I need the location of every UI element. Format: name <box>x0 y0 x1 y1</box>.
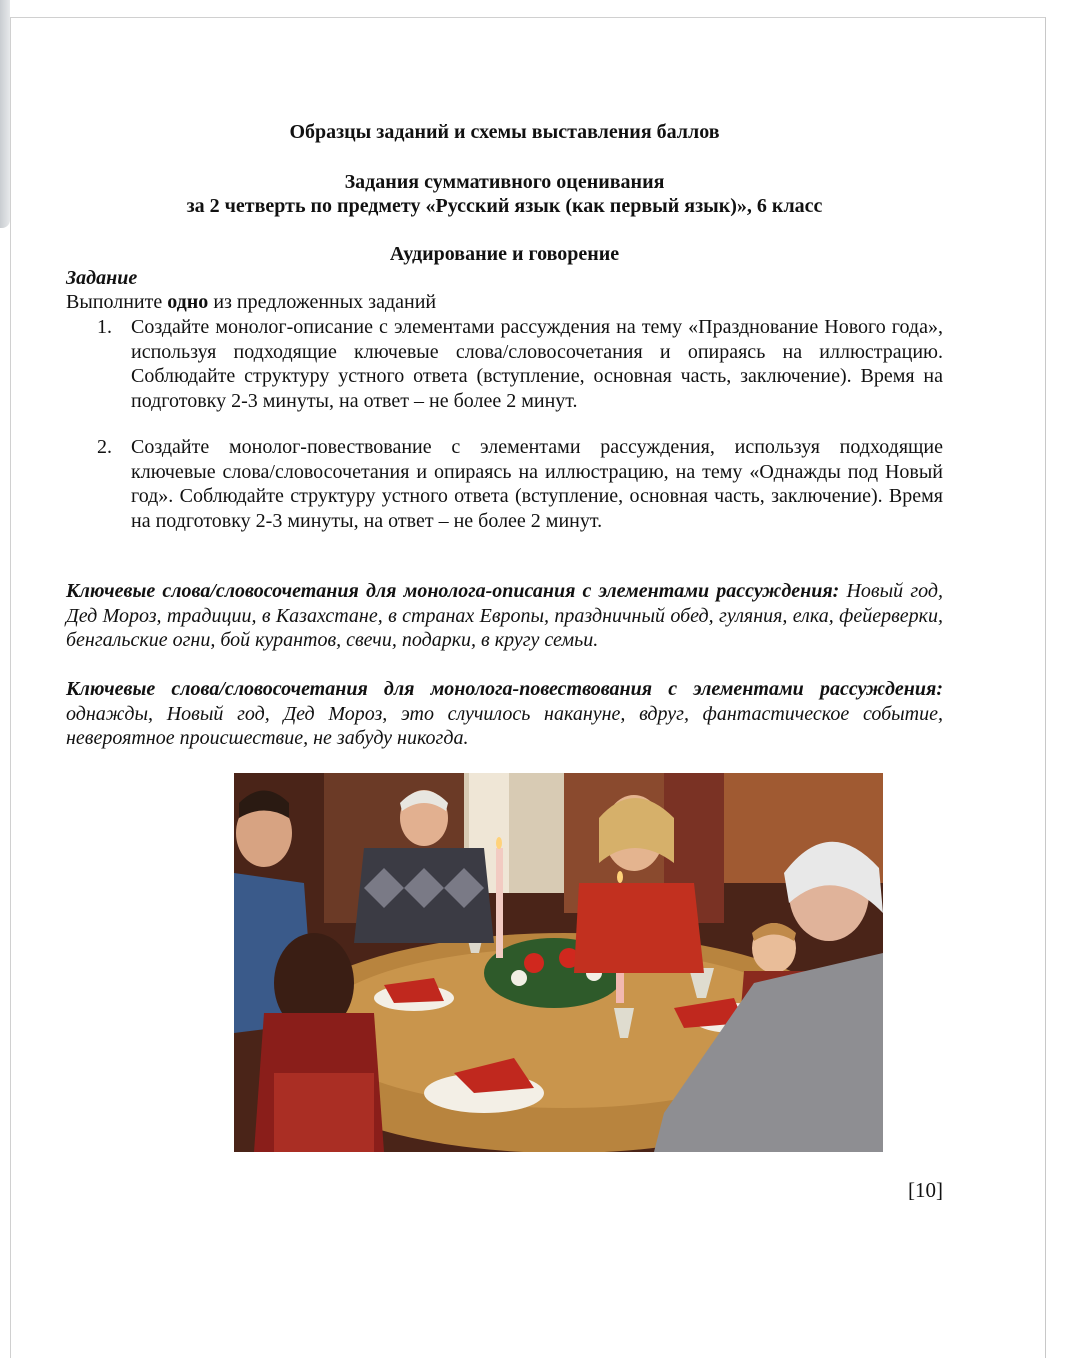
task-intro <box>66 290 436 314</box>
subtitle-line-2: за 2 четверть по предмету «Русский язык (как первый язык)», 6 класс <box>186 195 823 217</box>
task-item-2 <box>97 435 943 533</box>
task-number: 2. <box>97 436 112 458</box>
section-title: Аудирование и говорение <box>389 243 620 265</box>
subtitle-line-1: Задания суммативного оценивания <box>344 171 665 193</box>
intro-bold: одно <box>167 291 209 313</box>
intro-before: Выполните <box>66 291 168 313</box>
score-label: [10] <box>908 1178 943 1202</box>
illustration-photo <box>234 773 883 1152</box>
intro-after: из предложенных заданий <box>208 291 437 313</box>
subtitle-block <box>66 170 943 218</box>
task-number: 1. <box>97 316 112 338</box>
family-dinner-illustration <box>234 773 883 1152</box>
task-text: Создайте монолог-повествование с элементами рассуждения, используя подходящие ключевые слова/словосочетания и опираясь на иллюстрацию, на тему «Однажды под Новый год». Соблюдайте структуру устного ответа (вступление, основная часть, заключение). Время на подготовку 2-3 минуты, на ответ – не более 2 минут. <box>131 436 943 532</box>
document-title: Образцы заданий и схемы выставления баллов <box>289 121 720 143</box>
keywords-text: Новый год, Дед Мороз, традиции, в Казахстане, в странах Европы, праздничный обед, гуляния, елка, фейерверки, бенгальские огни, бой курантов, свечи, подарки, в кругу семьи. <box>66 580 943 651</box>
task-text: Создайте монолог-описание с элементами рассуждения на тему «Празднование Нового года», используя подходящие ключевые слова/словосочетания и опираясь на иллюстрацию. Соблюдайте структуру устного ответа (вступление, основная часть, заключение). Время на подготовку 2-3 минуты, на ответ – не более 2 минут. <box>131 316 943 412</box>
keywords-description <box>66 579 943 653</box>
task-heading: Задание <box>66 267 138 289</box>
keywords-label: Ключевые слова/словосочетания для монолога-повествования с элементами рассуждения: <box>66 678 943 700</box>
document-page <box>10 17 1046 1358</box>
keywords-narration <box>66 677 943 751</box>
window-edge <box>0 0 10 228</box>
keywords-text: однажды, Новый год, Дед Мороз, это случилось накануне, вдруг, фантастическое событие, невероятное происшествие, не забуду никогда. <box>66 702 943 749</box>
task-item-1 <box>97 315 943 413</box>
keywords-label: Ключевые слова/словосочетания для монолога-описания с элементами рассуждения: <box>66 580 840 602</box>
